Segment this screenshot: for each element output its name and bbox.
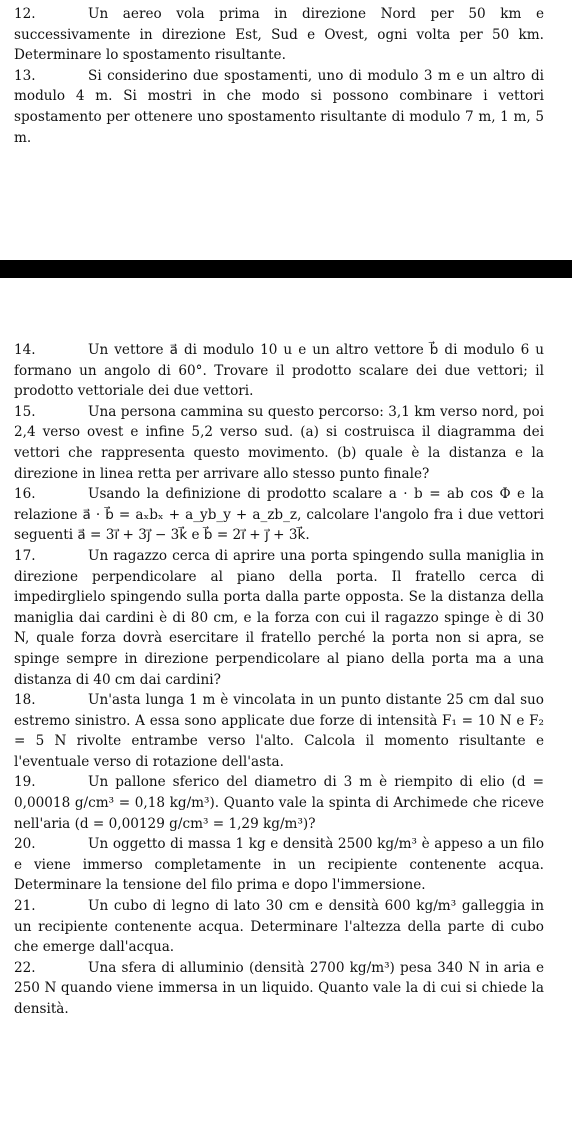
problem-number: 16. [14,486,36,503]
problem-text: Un vettore a⃗ di modulo 10 u e un altro vettore b⃗ di modulo 6 u formano un angolo di 60°. Trovare il prodotto scalare dei due vettori; il prodotto vettoriale dei due vettori. [14,342,544,400]
problem-17 [14,546,544,690]
problem-number: 17. [14,547,36,564]
problem-number: 20. [14,836,36,853]
problem-number: 19. [14,774,36,791]
problem-20 [14,834,544,896]
problem-text: Un pallone sferico del diametro di 3 m è riempito di elio (d = 0,00018 g/cm³ = 0,18 kg/m³). Quanto vale la spinta di Archimede che riceve nell'aria (d = 0,00129 g/cm³ = 1,29 kg/m³)? [14,774,544,832]
problem-text: Usando la definizione di prodotto scalare a · b = ab cos Φ e la relazione a⃗ · b⃗ = aₓbₓ + a_yb_y + a_zb_z, calcolare l'angolo fra i due vettori seguenti a⃗ = 3i⃗ + 3j⃗ − 3k⃗ e b⃗ = 2i⃗ + j⃗ + 3k⃗. [14,486,544,544]
problem-number: 12. [14,6,36,22]
problems-top-section [14,4,544,148]
problem-19 [14,772,544,834]
problem-13 [14,66,544,148]
problem-text: Una persona cammina su questo percorso: 3,1 km verso nord, poi 2,4 verso ovest e infine 5,2 verso sud. (a) si costruisca il diagramma dei vettori che rappresenta questo movimento. (b) quale è la distanza e la direzione in linea retta per arrivare allo stesso punto finale? [14,403,544,482]
problem-number: 18. [14,692,36,709]
problem-number: 13. [14,67,36,84]
problem-22 [14,958,544,1020]
black-divider-band [0,260,572,278]
problem-18 [14,690,544,772]
problem-text: Un cubo di legno di lato 30 cm e densità 600 kg/m³ galleggia in un recipiente contenente acqua. Determinare l'altezza della parte di cubo che emerge dall'acqua. [14,898,544,956]
problem-number: 22. [14,959,36,976]
problem-number: 21. [14,898,36,915]
problem-text: Si considerino due spostamenti, uno di modulo 3 m e un altro di modulo 4 m. Si mostri in che modo si possono combinare i vettori spostamento per ottenere uno spostamento risultante di modulo 7 m, 1 m, 5 m. [14,67,544,146]
problem-text: Un ragazzo cerca di aprire una porta spingendo sulla maniglia in direzione perpendicolare al piano della porta. Il fratello cerca di impedirglielo spingendo sulla porta dalla parte opposta. Se la distanza della maniglia dai cardini è di 80 cm, e la forza con cui il ragazzo spinge è di 30 N, quale forza dovrà esercitare il fratello perché la porta non si apra, se spinge sempre in direzione perpendicolare al piano della porta ma a una distanza di 40 cm dai cardini? [14,547,544,688]
problem-text: Un aereo vola prima in direzione Nord per 50 km e successivamente in direzione Est, Sud e Ovest, ogni volta per 50 km. Determinare lo spostamento risultante. [14,6,544,64]
problem-text: Una sfera di alluminio (densità 2700 kg/m³) pesa 340 N in aria e 250 N quando viene immersa in un liquido. Quanto vale la di cui si chiede la densità. [14,959,544,1017]
problem-text: Un'asta lunga 1 m è vincolata in un punto distante 25 cm dal suo estremo sinistro. A essa sono applicate due forze di intensità F₁ = 10 N e F₂ = 5 N rivolte entrambe verso l'alto. Calcola il momento risultante e l'eventuale verso di rotazione dell'asta. [14,692,544,770]
blank-gap [0,278,572,338]
problem-12 [14,4,544,66]
problem-14 [14,340,544,402]
problem-number: 14. [14,342,36,358]
problem-text: Un oggetto di massa 1 kg e densità 2500 kg/m³ è appeso a un filo e viene immerso completamente in un recipiente contenente acqua. Determinare la tensione del filo prima e dopo l'immersione. [14,836,544,894]
problem-21 [14,896,544,958]
problem-15 [14,402,544,484]
problems-bottom-section [14,340,544,1020]
problem-16 [14,484,544,546]
problem-number: 15. [14,403,36,420]
